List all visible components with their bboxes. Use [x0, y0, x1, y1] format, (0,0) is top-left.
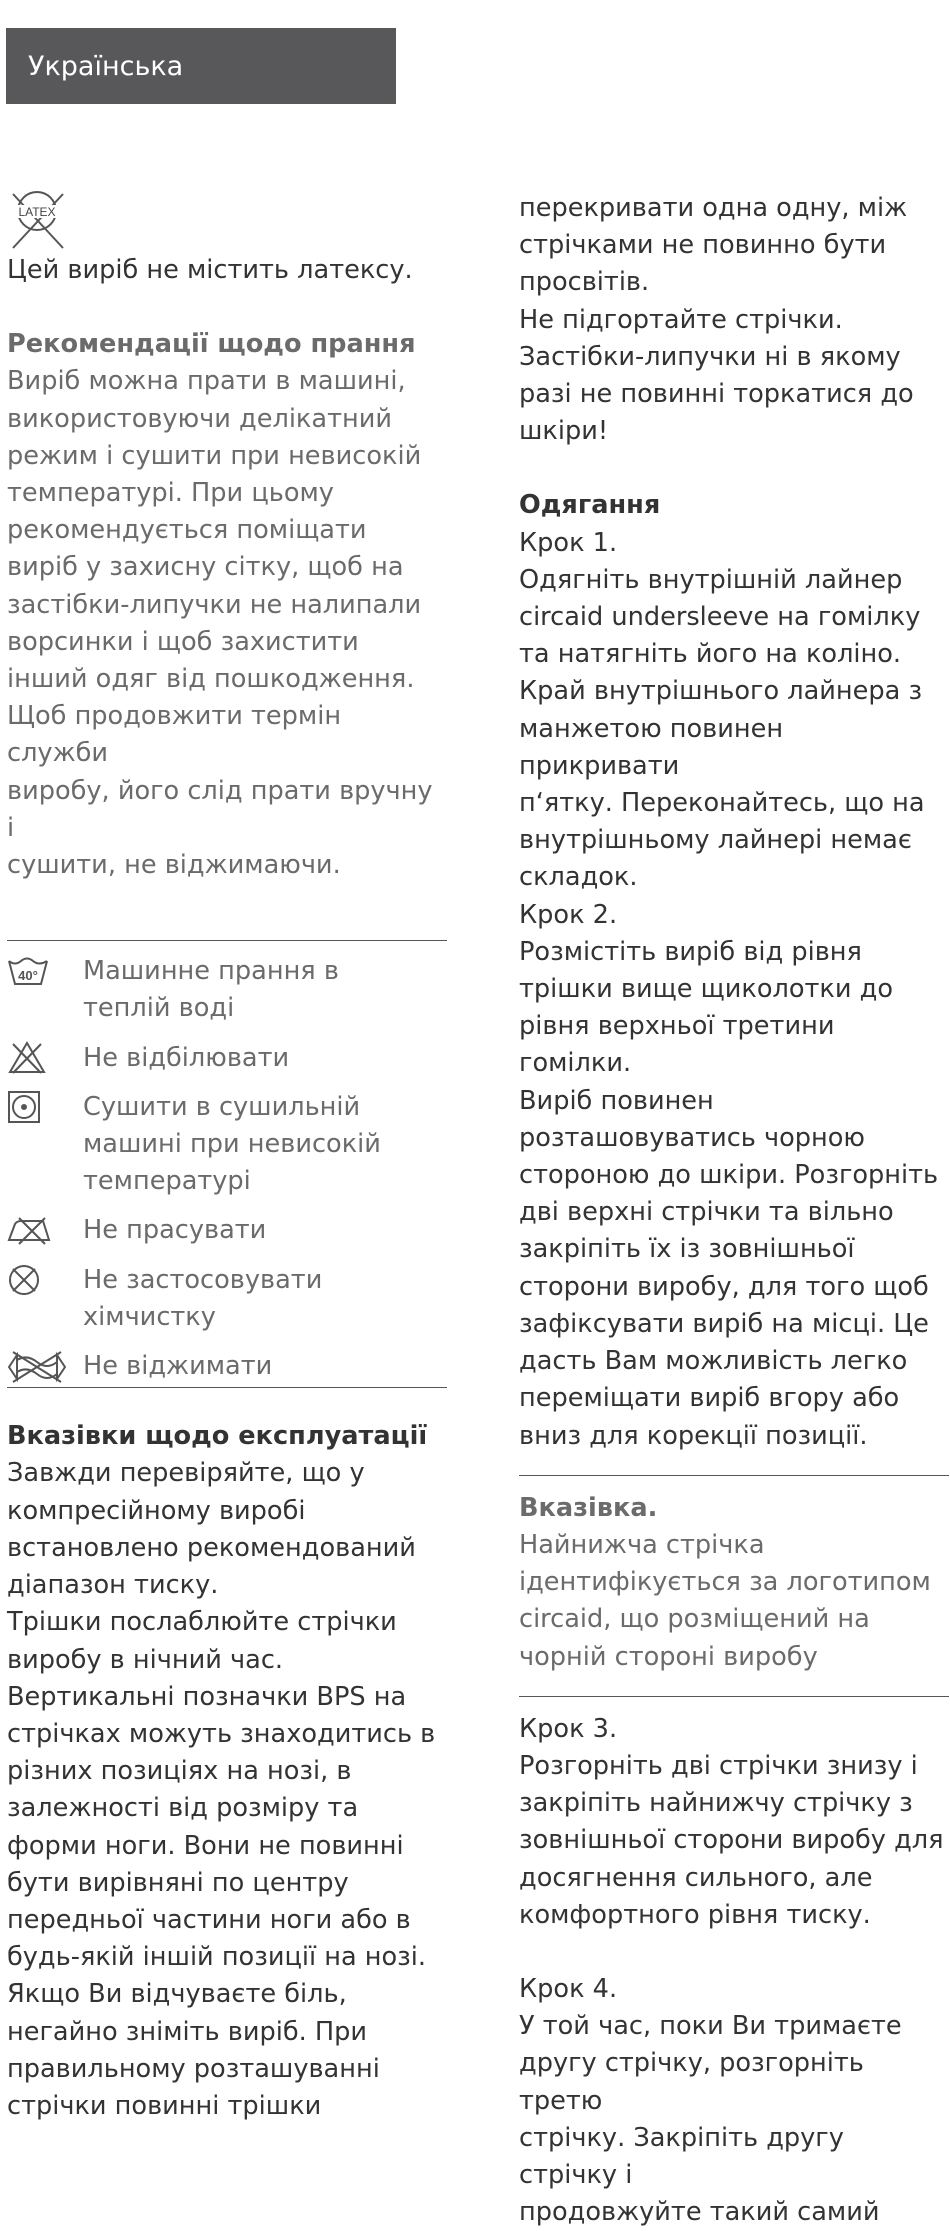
- step-3-text: Розгорніть дві стрічки знизу і закріпіть найнижчу стрічку з зовнішньої сторони виробу для досягнення сильного, але комфортного рівня тиску.: [519, 1750, 944, 1930]
- language-tab: Українська: [6, 28, 396, 104]
- svg-text:40°: 40°: [18, 967, 38, 983]
- step-4-text: У той час, поки Ви тримаєте другу стрічку, розгорніть третю стрічку. Закріпіть другу стрічку і продовжуйте такий самий: [519, 2011, 902, 2228]
- latex-statement: Цей виріб не містить латексу.: [7, 255, 413, 285]
- step-1-text: Одягніть внутрішній лайнер circaid undersleeve на гомілку та натягніть його на коліно. Край внутрішнього лайнера з манжетою повинен прикривати п‘ятку. Переконайтесь, що на внутрішньому лайнері немає складок.: [519, 564, 925, 893]
- note-heading: Вказівка.: [519, 1492, 658, 1523]
- washing-text: Виріб можна прати в машині, використовуючи делікатний режим і сушити при невисокій температурі. При цьому рекомендується поміщати виріб у захисну сітку, щоб на застібки-липучки не налипали ворсинки і щоб захистити інший одяг від пошкодження. Щоб продовжити термін служби виробу, його слід прати вручну і сушити, не віджимаючи.: [7, 366, 433, 881]
- step-2-text: Розмістіть виріб від рівня трішки вище щиколотки до рівня верхньої третини гомілки. Виріб повинен розташовуватись чорною стороною до шкіри. Розгорніть дві верхні стрічки та вільно закріпіть їх із зовнішньої сторони виробу, для того щоб зафіксувати виріб на місці. Це дасть Вам можливість легко переміщати виріб вгору або вниз для корекції позиції.: [519, 936, 939, 1451]
- care-symbol-row: Сушити в сушильній машині при невисокій температурі: [7, 1089, 447, 1201]
- washing-heading: Рекомендації щодо прання: [7, 329, 416, 360]
- care-symbol-row: 40° Машинне прання в теплій воді: [7, 953, 447, 1027]
- care-symbol-row: Не відбілювати: [7, 1040, 447, 1077]
- care-symbol-row: Не віджимати: [7, 1348, 447, 1385]
- care-symbol-row: Не прасувати: [7, 1212, 447, 1249]
- left-column: [7, 190, 447, 2125]
- step-3-label: Крок 3.: [519, 1713, 618, 1744]
- right-column: [519, 190, 949, 2231]
- step-4-label: Крок 4.: [519, 1973, 618, 2004]
- donning-heading: Одягання: [519, 490, 661, 521]
- step-2-label: Крок 2.: [519, 899, 618, 930]
- no-iron-icon: [7, 1216, 53, 1246]
- care-symbol-row: Не застосовувати хімчистку: [7, 1262, 447, 1336]
- usage-heading: Вказівки щодо експлуатації: [7, 1421, 428, 1452]
- care-symbols-list: [7, 941, 447, 1385]
- note-text: Найнижча стрічка ідентифікується за логотипом circaid, що розміщений на чорній стороні виробу: [519, 1529, 931, 1672]
- step-1-label: Крок 1.: [519, 527, 618, 558]
- no-bleach-icon: [7, 1041, 47, 1075]
- tumble-dry-low-icon: [7, 1090, 41, 1124]
- no-wring-icon: [7, 1350, 67, 1384]
- no-dry-clean-icon: [7, 1263, 41, 1297]
- latex-free-icon: [7, 190, 71, 252]
- wash-40-icon: [7, 957, 49, 987]
- usage-text-continued: перекривати одна одну, між стрічками не повинно бути просвітів. Не підгортайте стрічки. Застібки-липучки ні в якому разі не повинні торкатися до шкіри!: [519, 193, 914, 447]
- latex-icon-text: LATEX: [18, 205, 56, 219]
- usage-text: Завжди перевіряйте, що у компресійному виробі встановлено рекомендований діапазон тиску. Трішки послаблюйте стрічки виробу в нічний час. Вертикальні позначки BPS на стрічках можуть знаходитись в різних позиціях на нозі, в залежності від розміру та форми ноги. Вони не повинні бути вирівняні по центру передньої частини ноги або в будь-якій іншій позиції на нозі. Якщо Ви відчуваєте біль, негайно зніміть виріб. При правильному розташуванні стрічки повинні трішки: [7, 1458, 436, 2121]
